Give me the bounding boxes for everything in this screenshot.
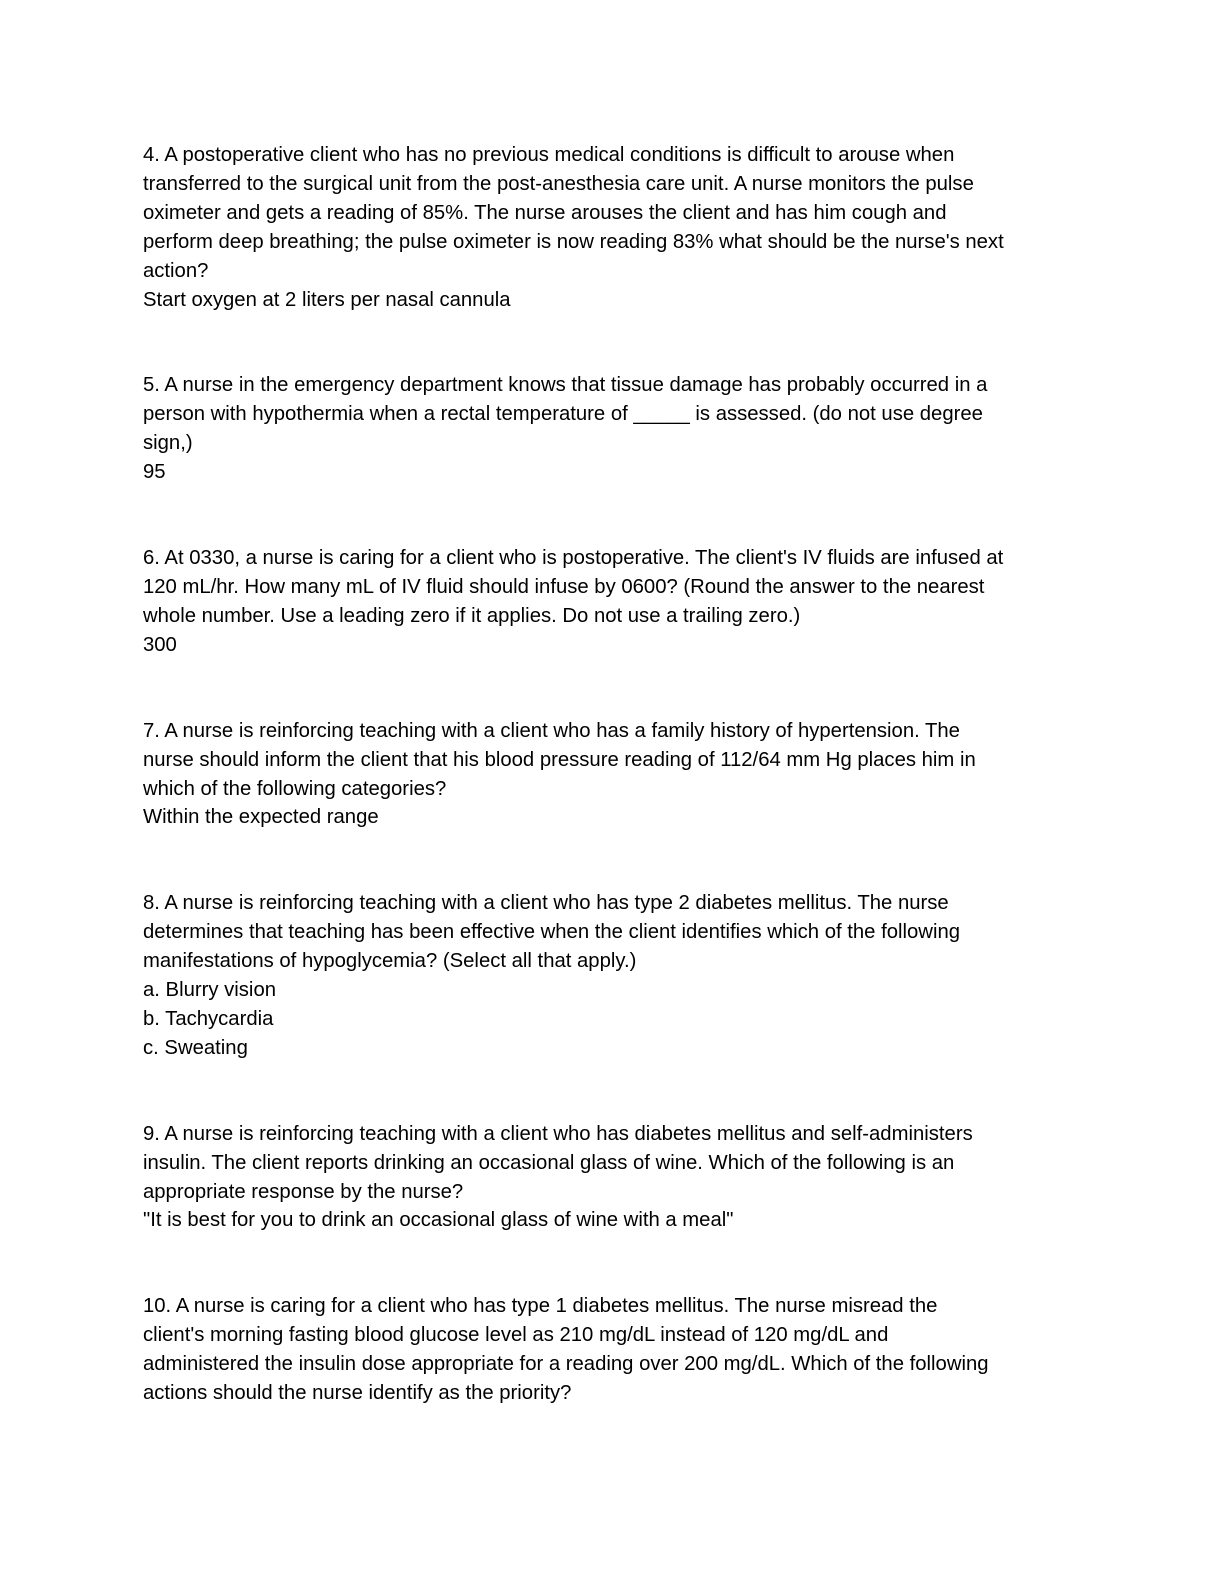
question-text-line: nurse should inform the client that his blood pressure reading of 112/64 mm Hg places him in	[143, 748, 976, 771]
question-text-line: which of the following categories?	[143, 777, 447, 800]
question-5	[143, 371, 1083, 487]
question-9	[143, 1120, 1083, 1236]
question-text-line: appropriate response by the nurse?	[143, 1180, 464, 1203]
question-text-line: action?	[143, 259, 209, 282]
question-4	[143, 141, 1083, 314]
answer-text: 95	[143, 461, 166, 484]
question-text-line: 10. A nurse is caring for a client who has type 1 diabetes mellitus. The nurse misread the	[143, 1295, 938, 1318]
question-text-line: 5. A nurse in the emergency department knows that tissue damage has probably occurred in a	[143, 374, 988, 397]
question-text-line: client's morning fasting blood glucose level as 210 mg/dL instead of 120 mg/dL and	[143, 1324, 889, 1347]
question-text-line: perform deep breathing; the pulse oximeter is now reading 83% what should be the nurse's next	[143, 230, 1004, 253]
question-text-line: 6. At 0330, a nurse is caring for a client who is postoperative. The client's IV fluids are infused at	[143, 547, 1004, 570]
answer-text: 300	[143, 633, 177, 656]
question-text-line: manifestations of hypoglycemia? (Select all that apply.)	[143, 950, 637, 973]
answer-text: "It is best for you to drink an occasional glass of wine with a meal"	[143, 1209, 734, 1232]
question-8	[143, 889, 1083, 1062]
question-text-line: determines that teaching has been effective when the client identifies which of the following	[143, 921, 961, 944]
question-6	[143, 544, 1083, 660]
answer-option: c. Sweating	[143, 1036, 248, 1059]
question-text-line: administered the insulin dose appropriate for a reading over 200 mg/dL. Which of the following	[143, 1353, 989, 1376]
document-page	[143, 141, 1083, 1408]
question-text-line: sign,)	[143, 432, 193, 455]
answer-text: Start oxygen at 2 liters per nasal cannula	[143, 288, 511, 311]
question-text-line: insulin. The client reports drinking an occasional glass of wine. Which of the following is an	[143, 1151, 955, 1174]
answer-option: a. Blurry vision	[143, 979, 276, 1002]
question-text-line: 8. A nurse is reinforcing teaching with a client who has type 2 diabetes mellitus. The nurse	[143, 892, 949, 915]
question-10	[143, 1292, 1083, 1408]
question-text-line: transferred to the surgical unit from the post-anesthesia care unit. A nurse monitors the pulse	[143, 172, 974, 195]
question-text-line: 7. A nurse is reinforcing teaching with a client who has a family history of hypertension. The	[143, 719, 960, 742]
answer-option: b. Tachycardia	[143, 1007, 274, 1030]
question-text-line: 4. A postoperative client who has no previous medical conditions is difficult to arouse when	[143, 144, 955, 166]
question-7	[143, 717, 1083, 833]
question-text-line: oximeter and gets a reading of 85%. The nurse arouses the client and has him cough and	[143, 201, 947, 224]
question-text-line: 9. A nurse is reinforcing teaching with a client who has diabetes mellitus and self-administers	[143, 1122, 973, 1145]
question-text-line: actions should the nurse identify as the priority?	[143, 1382, 572, 1405]
question-text-line: 120 mL/hr. How many mL of IV fluid should infuse by 0600? (Round the answer to the nearest	[143, 575, 985, 598]
question-text-line: whole number. Use a leading zero if it applies. Do not use a trailing zero.)	[143, 604, 801, 627]
answer-text: Within the expected range	[143, 806, 379, 829]
question-text-line: person with hypothermia when a rectal temperature of _____ is assessed. (do not use degree	[143, 403, 983, 426]
